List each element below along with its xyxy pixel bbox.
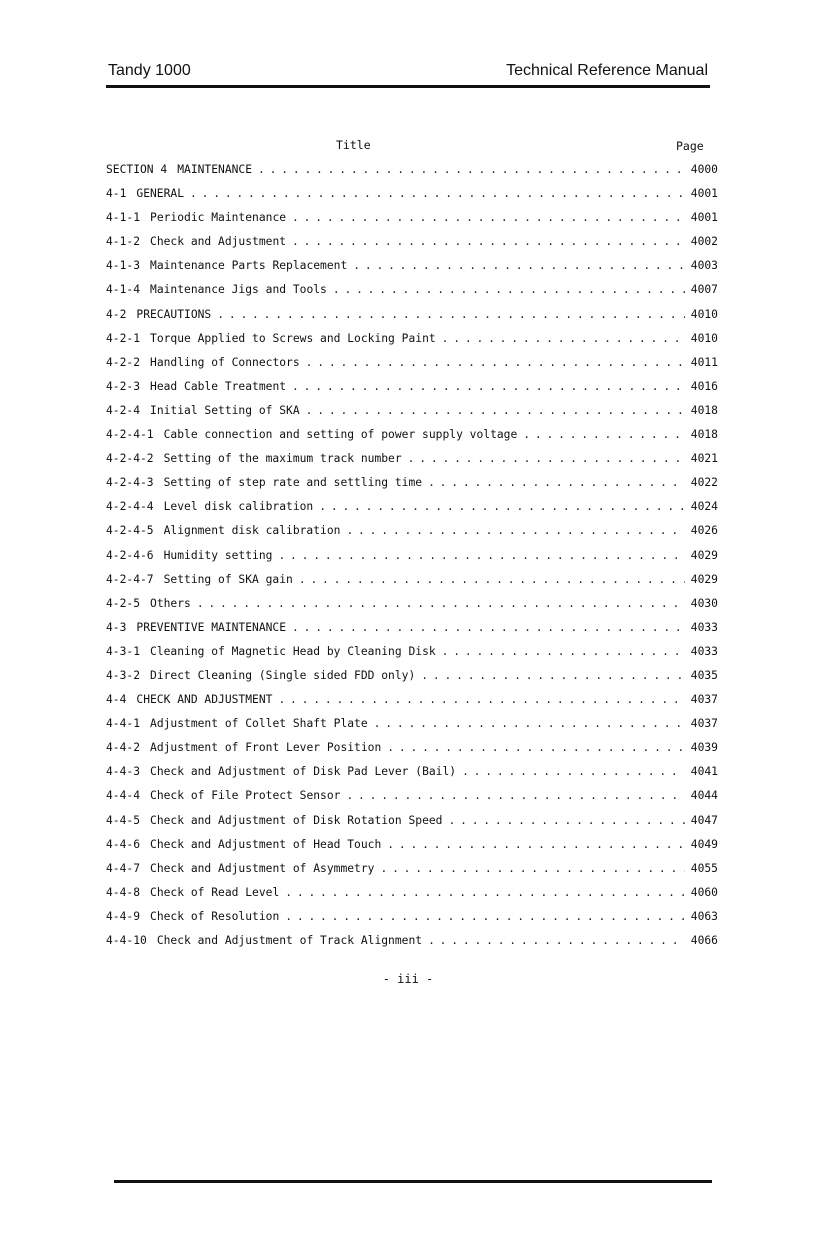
toc-entry-title: Cable connection and setting of power supply voltage [163, 428, 518, 442]
toc-entry-page: 4002 [690, 235, 718, 249]
toc-entry-number: SECTION 4 [106, 163, 168, 176]
toc-entry-title: Maintenance Jigs and Tools [150, 283, 327, 297]
toc-entry-title: Adjustment of Front Lever Position [150, 741, 382, 755]
toc-entry-title: Check and Adjustment of Head Touch [150, 837, 382, 851]
toc-leader-dots [333, 278, 685, 302]
toc-entry-title: Check of File Protect Sensor [150, 789, 341, 803]
toc-entry-page: 4035 [690, 668, 718, 682]
toc-entry [106, 158, 718, 182]
toc-leader-dots [346, 784, 684, 808]
toc-entry [106, 254, 718, 278]
toc-entry-title: Check and Adjustment of Disk Rotation Speed [150, 813, 443, 827]
toc-entry-number: 4-4-9 [106, 909, 141, 923]
toc-entry-title: Alignment disk calibration [163, 524, 341, 538]
toc-entry-number: 4-2 [106, 307, 127, 321]
toc-leader-dots [428, 471, 685, 495]
toc-entry-number: 4-4-4 [106, 789, 141, 803]
toc-entry-page: 4022 [690, 476, 718, 490]
toc-entry-page: 4039 [690, 741, 718, 755]
toc-entry-page: 4063 [690, 909, 718, 923]
toc-entry-title: Cleaning of Magnetic Head by Cleaning Disk [150, 644, 436, 658]
toc-entry-title: Periodic Maintenance [150, 211, 287, 225]
toc-entry [106, 809, 718, 833]
toc-entry-number: 4-4-7 [106, 861, 141, 875]
toc-leader-dots [278, 688, 684, 712]
toc-entry-number: 4-4-8 [106, 885, 141, 899]
toc-entry-title: Direct Cleaning (Single sided FDD only) [150, 668, 416, 682]
toc-entry-title: Check and Adjustment of Asymmetry [150, 861, 375, 875]
toc-entry-number: 4-3-1 [106, 644, 141, 658]
toc-entry-number: 4-3-2 [106, 668, 141, 682]
toc-entry-number: 4-4-2 [106, 741, 141, 755]
toc-entry [106, 327, 718, 351]
table-of-contents [106, 158, 718, 953]
page-number: - iii - [382, 972, 434, 986]
toc-entry-page: 4000 [690, 163, 718, 176]
toc-entry-page: 4011 [690, 355, 718, 369]
toc-entry-title: Initial Setting of SKA [150, 403, 300, 417]
toc-entry [106, 688, 718, 712]
toc-entry-title: PRECAUTIONS [136, 307, 212, 321]
toc-entry-title: Head Cable Treatment [150, 379, 287, 393]
toc-entry-number: 4-3 [106, 620, 127, 634]
toc-entry-title: Setting of SKA gain [163, 572, 293, 586]
toc-entry-page: 4003 [690, 259, 718, 273]
toc-entry-number: 4-4-10 [106, 934, 147, 947]
toc-entry-page: 4044 [690, 789, 718, 803]
toc-leader-dots [353, 254, 685, 278]
toc-entry [106, 495, 718, 519]
toc-entry [106, 592, 718, 616]
toc-leader-dots [292, 375, 685, 399]
toc-entry-number: 4-2-4 [106, 403, 141, 417]
toc-entry [106, 784, 718, 808]
toc-entry [106, 881, 718, 905]
toc-entry [106, 736, 718, 760]
toc-column-page: Page [676, 139, 704, 153]
toc-entry [106, 447, 718, 471]
header-manual-title: Technical Reference Manual [506, 62, 708, 79]
toc-entry-number: 4-2-4-4 [106, 500, 154, 514]
toc-leader-dots [197, 592, 685, 616]
toc-entry-title: Maintenance Parts Replacement [150, 259, 348, 273]
toc-entry-title: Level disk calibration [163, 500, 314, 514]
toc-entry-title: CHECK AND ADJUSTMENT [136, 693, 273, 707]
toc-entry [106, 568, 718, 592]
toc-entry-number: 4-2-4-3 [106, 476, 154, 490]
toc-entry-page: 4055 [690, 861, 718, 875]
toc-leader-dots [374, 712, 685, 736]
toc-leader-dots [292, 616, 685, 640]
toc-leader-dots [306, 351, 685, 375]
toc-entry [106, 929, 718, 953]
toc-entry-page: 4010 [690, 307, 718, 321]
toc-entry [106, 351, 718, 375]
toc-entry-title: Check and Adjustment of Track Alignment [156, 934, 423, 947]
toc-entry [106, 471, 718, 495]
toc-entry-page: 4060 [690, 885, 718, 899]
toc-entry-number: 4-2-3 [106, 379, 141, 393]
toc-entry-page: 4029 [690, 548, 718, 562]
toc-entry-title: Adjustment of Collet Shaft Plate [150, 717, 368, 731]
toc-entry-page: 4024 [690, 500, 718, 514]
toc-entry-page: 4018 [690, 403, 718, 417]
toc-leader-dots [442, 640, 685, 664]
toc-leader-dots [462, 760, 685, 784]
toc-entry-number: 4-2-4-1 [106, 428, 154, 442]
toc-leader-dots [292, 206, 685, 230]
toc-leader-dots [442, 327, 685, 351]
toc-entry-title: PREVENTIVE MAINTENANCE [136, 620, 287, 634]
toc-entry-page: 4001 [690, 187, 718, 201]
toc-entry-title: Check and Adjustment [150, 235, 287, 249]
toc-entry-page: 4041 [690, 765, 718, 779]
toc-entry-page: 4049 [690, 837, 718, 851]
toc-entry-number: 4-1-2 [106, 235, 141, 249]
toc-entry-number: 4-2-4-7 [106, 572, 154, 586]
toc-leader-dots [278, 544, 684, 568]
toc-entry-page: 4001 [690, 211, 718, 225]
toc-entry-page: 4021 [690, 452, 718, 466]
header-rule [106, 85, 710, 88]
toc-leader-dots [285, 905, 685, 929]
toc-entry-title: Humidity setting [163, 548, 273, 562]
toc-entry-page: 4029 [690, 572, 718, 586]
page-header [108, 62, 708, 84]
toc-entry-number: 4-1-1 [106, 211, 141, 225]
toc-entry-number: 4-4 [106, 693, 127, 707]
toc-entry [106, 278, 718, 302]
toc-entry [106, 206, 718, 230]
toc-entry-page: 4037 [690, 693, 718, 707]
toc-entry [106, 833, 718, 857]
toc-entry [106, 303, 718, 327]
toc-entry-number: 4-2-5 [106, 596, 141, 610]
toc-leader-dots [319, 495, 685, 519]
toc-leader-dots [258, 158, 685, 182]
toc-entry-title: Setting of step rate and settling time [163, 476, 423, 490]
toc-entry [106, 640, 718, 664]
toc-entry-page: 4018 [690, 428, 718, 442]
toc-entry [106, 616, 718, 640]
toc-entry-number: 4-4-3 [106, 765, 141, 779]
toc-entry-title: Handling of Connectors [150, 355, 300, 369]
toc-entry [106, 857, 718, 881]
toc-leader-dots [299, 568, 685, 592]
toc-entry-number: 4-2-2 [106, 355, 141, 369]
toc-entry-number: 4-4-1 [106, 717, 141, 731]
toc-entry-number: 4-4-6 [106, 837, 141, 851]
toc-entry [106, 375, 718, 399]
toc-entry-title: Setting of the maximum track number [163, 452, 402, 466]
toc-entry [106, 399, 718, 423]
toc-leader-dots [428, 929, 685, 953]
toc-leader-dots [292, 230, 685, 254]
toc-leader-dots [217, 303, 685, 327]
header-product-name: Tandy 1000 [108, 62, 191, 79]
toc-leader-dots [408, 447, 685, 471]
footer-rule [114, 1180, 712, 1183]
toc-entry [106, 519, 718, 543]
toc-entry-page: 4033 [690, 644, 718, 658]
toc-leader-dots [387, 833, 685, 857]
toc-entry-number: 4-1-4 [106, 283, 141, 297]
toc-entry [106, 905, 718, 929]
toc-entry [106, 182, 718, 206]
toc-entry-page: 4030 [690, 596, 718, 610]
toc-entry-page: 4033 [690, 620, 718, 634]
toc-entry-number: 4-2-4-2 [106, 452, 154, 466]
toc-entry-number: 4-2-4-5 [106, 524, 154, 538]
toc-leader-dots [346, 519, 684, 543]
toc-entry-title: Check of Resolution [150, 909, 280, 923]
toc-entry-page: 4010 [690, 331, 718, 345]
toc-entry [106, 664, 718, 688]
toc-column-title: Title [336, 138, 371, 152]
toc-leader-dots [448, 809, 684, 833]
toc-entry-page: 4026 [690, 524, 718, 538]
toc-entry-number: 4-2-1 [106, 331, 141, 345]
toc-entry-page: 4037 [690, 717, 718, 731]
toc-entry-number: 4-1 [106, 187, 127, 201]
toc-entry-page: 4016 [690, 379, 718, 393]
toc-leader-dots [306, 399, 685, 423]
toc-leader-dots [523, 423, 685, 447]
toc-leader-dots [380, 857, 684, 881]
toc-entry-title: Check and Adjustment of Disk Pad Lever (Bail) [150, 765, 457, 779]
toc-leader-dots [421, 664, 685, 688]
toc-leader-dots [387, 736, 685, 760]
toc-leader-dots [190, 182, 685, 206]
toc-entry-page: 4066 [690, 934, 718, 947]
toc-entry [106, 712, 718, 736]
toc-entry [106, 230, 718, 254]
toc-entry-number: 4-4-5 [106, 813, 141, 827]
toc-entry-number: 4-2-4-6 [106, 548, 154, 562]
toc-entry-title: GENERAL [136, 187, 185, 201]
toc-entry-title: Others [150, 596, 191, 610]
toc-entry-title: MAINTENANCE [177, 163, 253, 176]
toc-entry-page: 4047 [690, 813, 718, 827]
toc-entry-title: Check of Read Level [150, 885, 280, 899]
toc-leader-dots [285, 881, 685, 905]
toc-entry-title: Torque Applied to Screws and Locking Paint [150, 331, 436, 345]
toc-entry [106, 544, 718, 568]
toc-entry [106, 423, 718, 447]
toc-entry-page: 4007 [690, 283, 718, 297]
toc-entry [106, 760, 718, 784]
toc-entry-number: 4-1-3 [106, 259, 141, 273]
